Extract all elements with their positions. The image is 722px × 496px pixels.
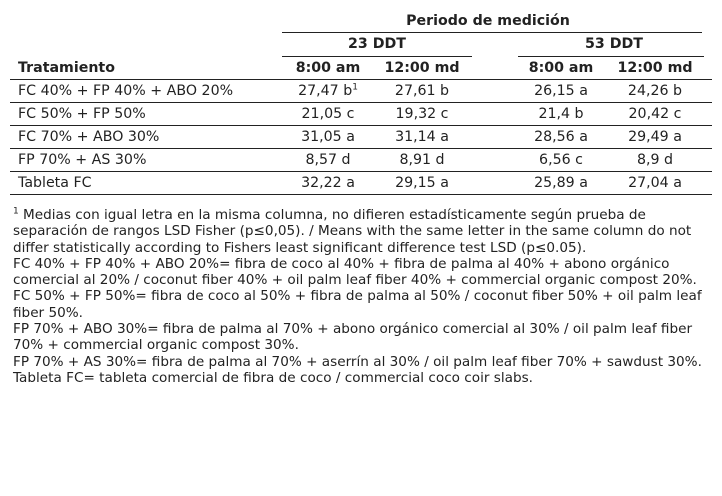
treatment-cell: FC 50% + FP 50% [18,106,146,122]
value-cell: 21,4 b [538,106,584,122]
header-row-period [10,10,712,32]
treatment-cell: Tableta FC [18,175,92,191]
group-23ddt-header: 23 DDT [348,36,406,52]
value-cell: 28,56 a [534,129,588,145]
time1-header-23ddt: 8:00 am [295,60,361,76]
treatment-header: Tratamiento [18,60,115,76]
value-cell: 25,89 a [534,175,588,191]
abbreviation-note: FP 70% + AS 30%= fibra de palma al 70% + aserrín al 30% / oil palm leaf fiber 70% + sawdust 30%. [13,353,702,370]
value-cell: 29,49 a [628,129,682,145]
table-row [10,149,712,171]
abbreviation-note: Tableta FC= tableta comercial de fibra de coco / commercial coco coir slabs. [13,369,533,386]
group-53ddt-header: 53 DDT [585,36,643,52]
value-cell: 27,04 a [628,175,682,191]
table-row [10,126,712,148]
value-cell: 8,9 d [636,152,674,168]
value-cell: 27,47 $b^1$ [298,82,358,99]
time2-header-23ddt: 12:00 md [384,60,460,76]
value-cell: 8,57 d [305,152,351,168]
value-cell: 26,15 a [534,83,588,99]
time2-header-53ddt: 12:00 md [617,60,693,76]
value-cell: 31,05 a [301,129,355,145]
footnote-marker: 1 [13,206,19,217]
abbreviation-note: FC 40% + FP 40% + ABO 20%= fibra de coco al 40% + fibra de palma al 40% + abono orgánico comercial al 20% / coconut fiber 40% + oil palm leaf fiber 40% + commercial organic compost 20%. [13,255,697,289]
value-cell: 27,61 b [394,83,450,99]
value-cell: 20,42 c [628,106,682,122]
value-cell: 32,22 a [301,175,355,191]
abbreviation-note: FP 70% + ABO 30%= fibra de palma al 70% + abono orgánico comercial al 30% / oil palm leaf fiber 70% + commercial organic compost 30%. [13,321,693,354]
value-cell: 24,26 b [627,83,683,99]
table-row [10,172,712,194]
table-row [10,80,712,102]
treatment-cell: FC 70% + ABO 30% [18,129,160,145]
value-cell: 19,32 c [395,106,449,122]
period-header: Periodo de medición [406,13,570,29]
table-row [10,103,712,125]
table-bottom-rule [10,194,712,195]
treatment-cell: FP 70% + AS 30% [18,152,147,168]
value-cell: 8,91 d [399,152,445,168]
value-cell: 21,05 c [301,106,355,122]
header-row-groups [10,33,712,55]
time1-header-53ddt: 8:00 am [528,60,594,76]
treatment-cell: FC 40% + FP 40% + ABO 20% [18,83,234,99]
header-row-columns [10,57,712,79]
footnote: $^1$ Medias con igual letra en la misma columna, no difieren estadísticamente según prueba de separación de rangos LSD Fisher (p≤0,05). / Means with the same letter in the same column do not differ statistically according to Fishers least significant difference test LSD (p≤0.05). [13,206,692,256]
value-cell: 29,15 a [395,175,449,191]
table-notes [13,207,703,386]
value-cell: 31,14 a [395,129,449,145]
value-cell: 6,56 c [539,152,583,168]
footnote-marker: 1 [352,82,358,93]
abbreviation-note: FC 50% + FP 50%= fibra de coco al 50% + fibra de palma al 50% / coconut fiber 50% + oil palm leaf fiber 50%. [13,288,702,321]
